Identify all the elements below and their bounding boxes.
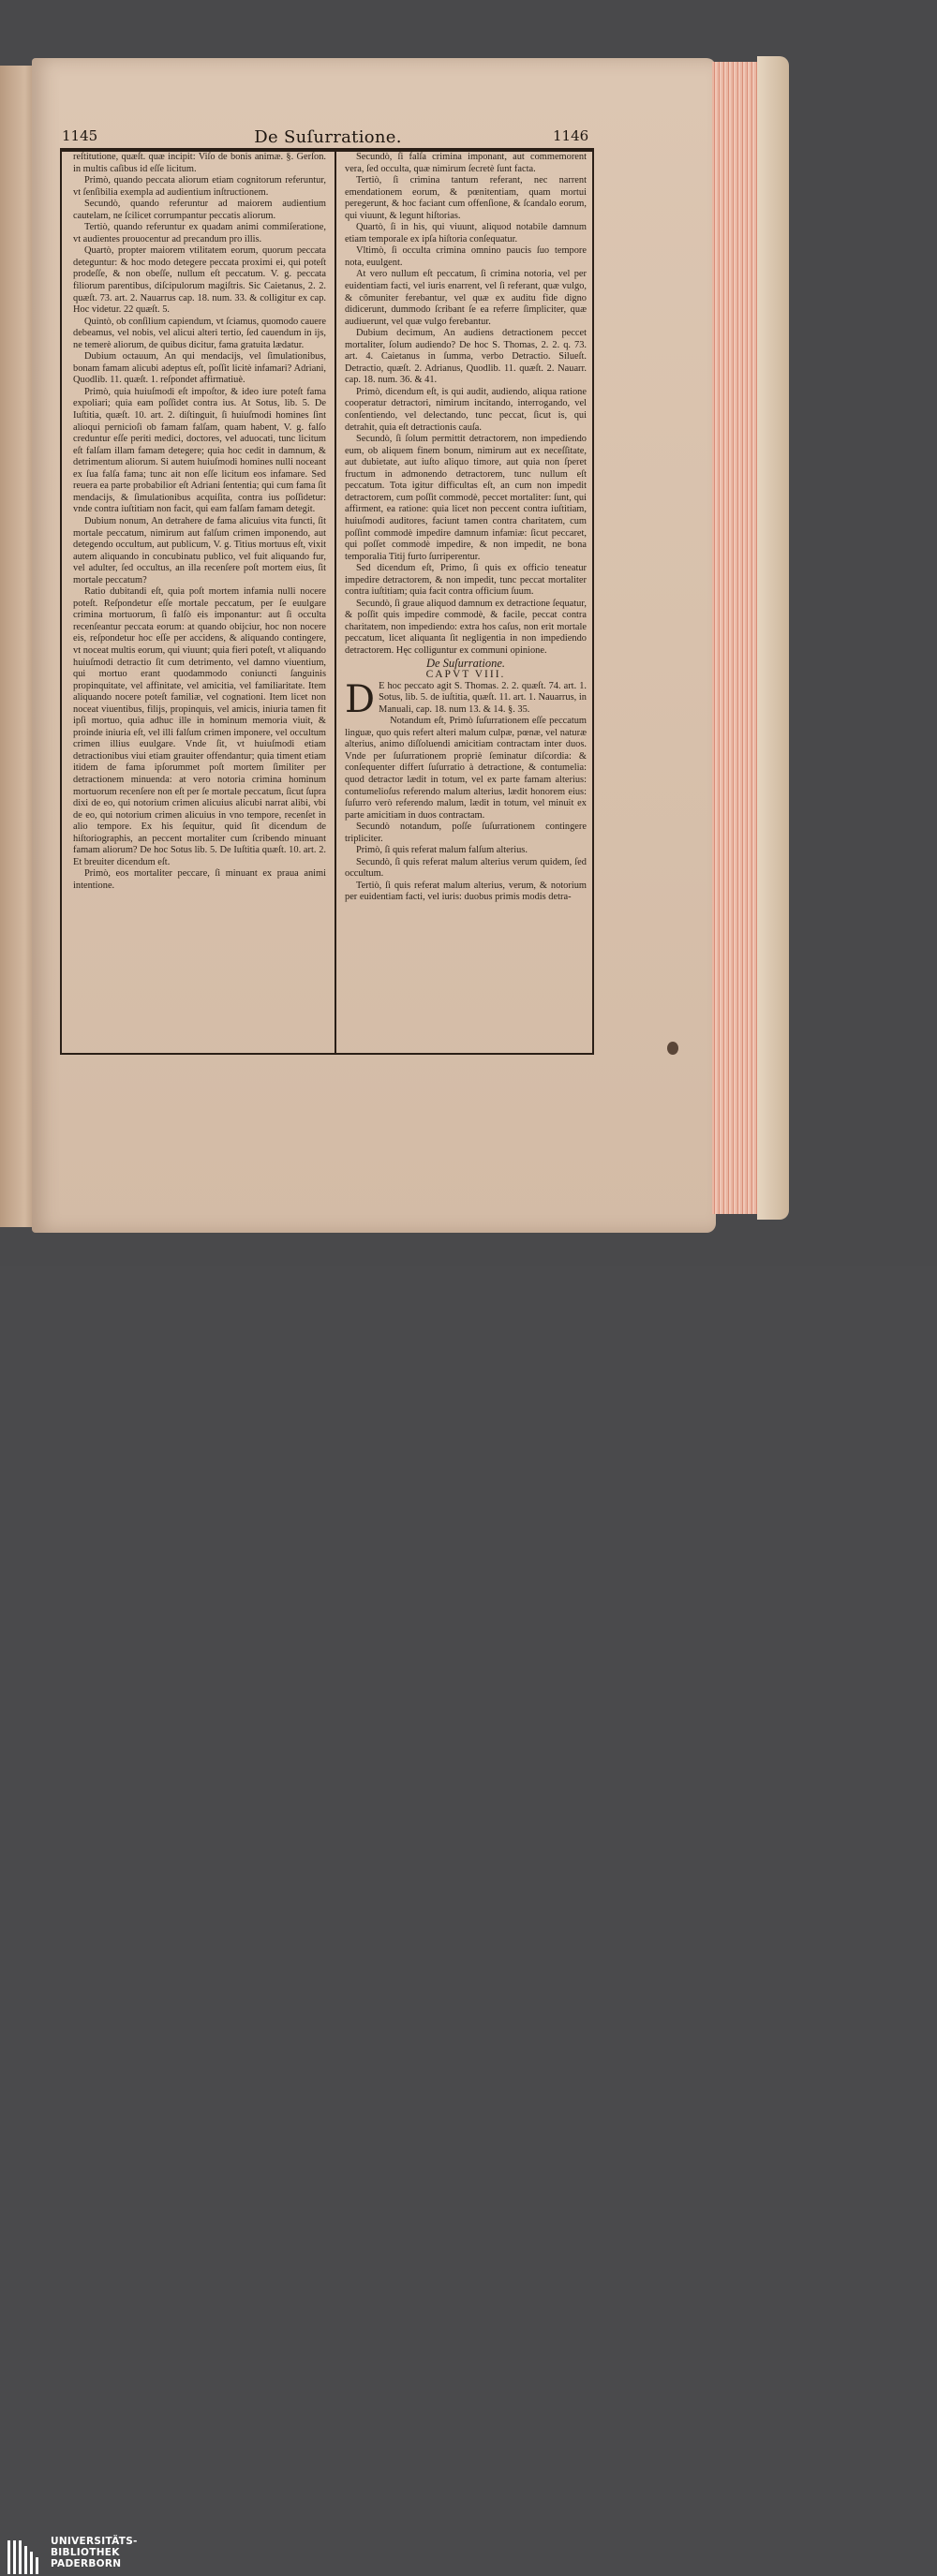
- paragraph: Sed dicendum eſt, Primo, ſi quis ex officio teneatur impedire detractorem, & non impedit, tunc peccat mortaliter contra iuſtitiam; quia facit contra officium ſuum.: [345, 563, 587, 598]
- footer-line-3: PADERBORN: [51, 2558, 122, 2569]
- paragraph: Quartò, propter maiorem vtilitatem eorum, quorum peccata deteguntur: & hoc modo detegere peccata proximi ei, qui poteſt prodeſſe, & non obeſſe, nullum eſt peccatum. V. g. peccata filiorum parentibus, diſcipulorum magiſtris. Sic Caietanus, 2. 2. quæſt. 73. art. 2. Nauarrus cap. 18. num. 33. & colligitur ex cap. Hoc videtur. 22 quæſt. 5.: [73, 245, 326, 316]
- ink-spot: [667, 1042, 678, 1055]
- book-cover-edge: [757, 56, 789, 1220]
- paragraph: Quartò, ſi in his, qui viuunt, aliquod notabile damnum etiam temporale ex ipſa hiſtoria conſequatur.: [345, 222, 587, 244]
- paragraph: Tertiò, ſi crimina tantum referant, nec narrent emendationem eorum, & pœnitentiam, quam mortui peregerunt, & hoc faciant cum offenſione, & ſcandalo eorum, qui viuunt, & legunt hiſtorias.: [345, 175, 587, 221]
- paragraph: Secundò, ſi ſolum permittit detractorem, non impediendo eum, ob aliquem finem bonum, nimirum aut ex neceſſitate, aut dubietate, aut iuſto aliquo timore, aut quia non ſperet fructum in admonendo detractorem, tunc nullum eſt peccatum. Tota igitur difficultas eſt, an cum non impedit detractorem, cum poſſit commodè, peccet mortaliter: ſunt, qui affirment, ea ratione: quia licet non peccent contra iuſtitiam, huiuſmodi auditores, faciunt tamen contra charitatem, cum poſſint commodè impedire damnum infamiæ: ſicut peccaret, qui poſſet commodè impedire, & non impedit, ne bona temporalia Titij furto ſurriperentur.: [345, 434, 587, 562]
- paragraph: Ratio dubitandi eſt, quia poſt mortem infamia nulli nocere poteſt. Reſpondetur eſſe mortale peccatum, per ſe euulgare crimina mortuorum, ſi falſò eis imponantur: aut ſi occulta recenſeantur peccata eorum: at quando obijciur, hoc non nocere eis, reſpondetur hoc eſſe per accidens, & aliquando contingere, vt noceat multis eorum, qui viuunt; quia fieri poteſt, vt aliquando huiuſmodi detractio ſit cum detrimento, vel damno viuentium, qui mortuo erant quodammodo coniuncti ſanguinis propinquitate, vel affinitate, vel amicitia, vel familiaritate. Item aliquando nocere poteſt familiæ, vel cognationi. Item licet non noceat viuentibus, filijs, propinquis, vel amicis, iniuria tamen fit ipſi mortuo, quia adhuc ille in hominum memoria viuit, & proinde iniuria eſt, vel illi falſum crimen imponere, vel occultum crimen illius euulgare. Vnde ſit, vt huiuſmodi etiam detractionibus viui etiam grauiter offendantur; quia timent etiam itidem de fama ipſorummet poſt mortem ſimiliter per detractionem minuenda: at vero notoria crimina hominum mortuorum recenſere non eſt per ſe mortale peccatum, ſicut ſupra dixi de eo, qui notorium crimen alicuius alicubi narrat alibi, vbi de eo, qui notorium crimen alicuius in vno tempore, recenſet in alio tempore. Ex his ſequitur, quid ſit dicendum de hiſtoriographis, an peccent mortaliter cum ſcribendo minuant famam aliorum? De hoc Sotus lib. 5. De Iuſtitia quæſt. 10. art. 2. Et breuiter dicendum eſt.: [73, 586, 326, 867]
- page-number-right: 1146: [553, 127, 589, 144]
- left-column: [73, 152, 326, 892]
- paragraph: Notandum eſt, Primò ſuſurrationem eſſe peccatum linguæ, quo quis refert alteri malum culpæ, pœnæ, vel naturæ alterius, animo diſſoluendi amicitiam contractam inter duos. Vnde per ſuſurrationem propriè ſeminatur diſcordia: & conſequenter differt ſuſurratio à detractione, & contumelia: quod detractor lædit in totum, vel ex parte famam alterius: contumelioſus referendo malum alterius, lædit honorem eius: ſuſurro verò referendo malum, lædit in totum, vel minuit ex parte amicitiam in duos contractam.: [345, 716, 587, 821]
- footer-line-2: BIBLIOTHEK: [51, 2547, 120, 2558]
- paragraph: Secundò, quando referuntur ad maiorem audientium cautelam, ne ſcilicet corrumpantur peccatis aliorum.: [73, 199, 326, 221]
- paragraph: Primò, eos mortaliter peccare, ſi minuant ex praua animi intentione.: [73, 868, 326, 891]
- paragraph: Vltimò, ſi occulta crimina omnino paucis ſuo tempore nota, euulgent.: [345, 245, 587, 268]
- paragraph: Dubium nonum, An detrahere de fama alicuius vita functi, ſit mortale peccatum, nimirum aut falſum crimen imponendo, aut detegendo occultum, aut publicum, V. g. Titius mortuus eſt, vixit autem aliquando in concubinatu publico, vel fuit aliquando fur, vel adulter, ſed occultus, an illa recenſere poſt mortem eius, ſit mortale peccatum?: [73, 515, 326, 585]
- paragraph: At vero nullum eſt peccatum, ſi crimina notoria, vel per euidentiam facti, vel iuris enarrent, vel ſi referant, quæ vulgo, & cōmuniter ferebantur, vel quæ ex auditu fide digno didicerunt, dummodo ſcribant ſe ea referre ſimpliciter, quæ audiuerunt, vel quæ vulgo ferebantur.: [345, 269, 587, 327]
- paragraph: Primò, quando peccata aliorum etiam cognitorum referuntur, vt ſenſibilia exempla ad audientium inſtructionem.: [73, 175, 326, 198]
- chapter-heading: CAPVT VIII.: [425, 669, 506, 681]
- paragraph: reſtitutione, quæſt. quæ incipit: Viſo de bonis animæ. §. Gerſon. in multis caſibus id eſſe licitum.: [73, 152, 326, 174]
- section-title: De Suſurratione.: [425, 656, 506, 670]
- paragraph: Secundò, ſi graue aliquod damnum ex detractione ſequatur, & poſſit quis impedire commodè, & facile, peccat contra charitatem, non impediendo: extra hos caſus, non erit mortale peccatum, licet aliquanta ſit negligentia in non impediendo detractorem. Hęc colliguntur ex communi opinione.: [345, 598, 587, 656]
- chapter-opening: [345, 677, 587, 721]
- right-column: [345, 152, 587, 904]
- paragraph: Secundò, ſi falſa crimina imponant, aut commemorent vera, ſed occulta, quæ nimirum ſecretè ſunt facta.: [345, 152, 587, 174]
- drop-cap-initial: D: [345, 677, 376, 721]
- column-divider: [335, 150, 336, 1055]
- paragraph: Primò, dicendum eſt, is qui audit, audiendo, aliqua ratione cooperatur detractori, nimirum incitando, interrogando, vel conſentiendo, vel delectando, tunc peccat, ſicut is, qui detrahit, quia eſt detractionis cauſa.: [345, 386, 587, 433]
- paragraph: E hoc peccato agit S. Thomas. 2. 2. quæſt. 74. art. 1. Sotus, lib. 5. de iuſtitia, quæſt. 11. art. 1. Nauarrus, in Manuali, cap. 18. num 13. & 14. §. 35.: [379, 680, 587, 715]
- footer-line-1: UNIVERSITÄTS-: [51, 2536, 138, 2547]
- paragraph: Quintò, ob conſilium capiendum, vt ſciamus, quomodo cauere debeamus, vel nobis, vel alicui alteri tertio, ſed cauendum in ijs, ne temerè aliorum, de quibus dicitur, fama gratuita lædatur.: [73, 316, 326, 350]
- paragraph: Dubium octauum, An qui mendacijs, vel ſimulationibus, bonam famam alicubi adeptus eſt, poſſit licitè infamari? Adriani, Quodlib. 11. quæſt. 1. reſpondet affirmatiuè.: [73, 351, 326, 386]
- paragraph: Primò, ſi quis referat malum falſum alterius.: [356, 845, 528, 856]
- paragraph: Secundò, ſi quis referat malum alterius verum quidem, ſed occultum.: [345, 856, 587, 880]
- paragraph: Secundò notandum, poſſe ſuſurrationem contingere tripliciter.: [345, 822, 587, 844]
- page-number-left: 1145: [62, 127, 98, 144]
- paragraph: Primò, quia huiuſmodi eſt impoſtor, & ideo iure poteſt fama expoliari; quia eam poſſidet contra ius. At Sotus, lib. 5. De Iuſtitia, quæſt. 10. art. 2. diſtinguit, ſi huiuſmodi homines ſint alioqui pernicioſi ob famam falſam, quam habent, V. g. falſo creduntur eſſe periti medici, doctores, vel aduocati, tunc licitum eſt falſam illam famam detegere; quia hoc cedit in damnum, & detrimentum aliorum. Si autem huiuſmodi homines nulli noceant ex ſua falſa fama; tunc ait non eſſe licitum eos infamare. Sed reuera ea parte probabilior eſt Adriani ſententia; qui cum fama ſit mendacijs, & ſimulationibus acquiſita, contra ius poſſidetur: vnde contra iuſtitiam non facit, qui eam falſam famam detegit.: [73, 386, 326, 515]
- library-logo-icon: [6, 2537, 45, 2576]
- running-title: De Suſurratione.: [254, 127, 402, 147]
- paragraph: Dubium decimum, An audiens detractionem peccet mortaliter, ſolum audiendo? De hoc S. Thomas, 2. 2. q. 73. art. 4. Caietanus in ſumma, verbo Detractio. Silueſt. Detractio, quæſt. 2. Adrianus, Quodlib. 11. quæſt. 2. Nauarr. cap. 18. num. 36. & 41.: [345, 328, 587, 386]
- paragraph: Tertiò, quando referuntur ex quadam animi commiſeratione, vt audientes prouocentur ad precandum pro illis.: [73, 222, 326, 244]
- scanned-book-spread: [0, 0, 937, 1266]
- library-footer: [0, 1266, 937, 2569]
- paragraph: Tertiò, ſi quis referat malum alterius, verum, & notorium per euidentiam facti, vel iuris: duobus primis modis detra-: [345, 880, 587, 903]
